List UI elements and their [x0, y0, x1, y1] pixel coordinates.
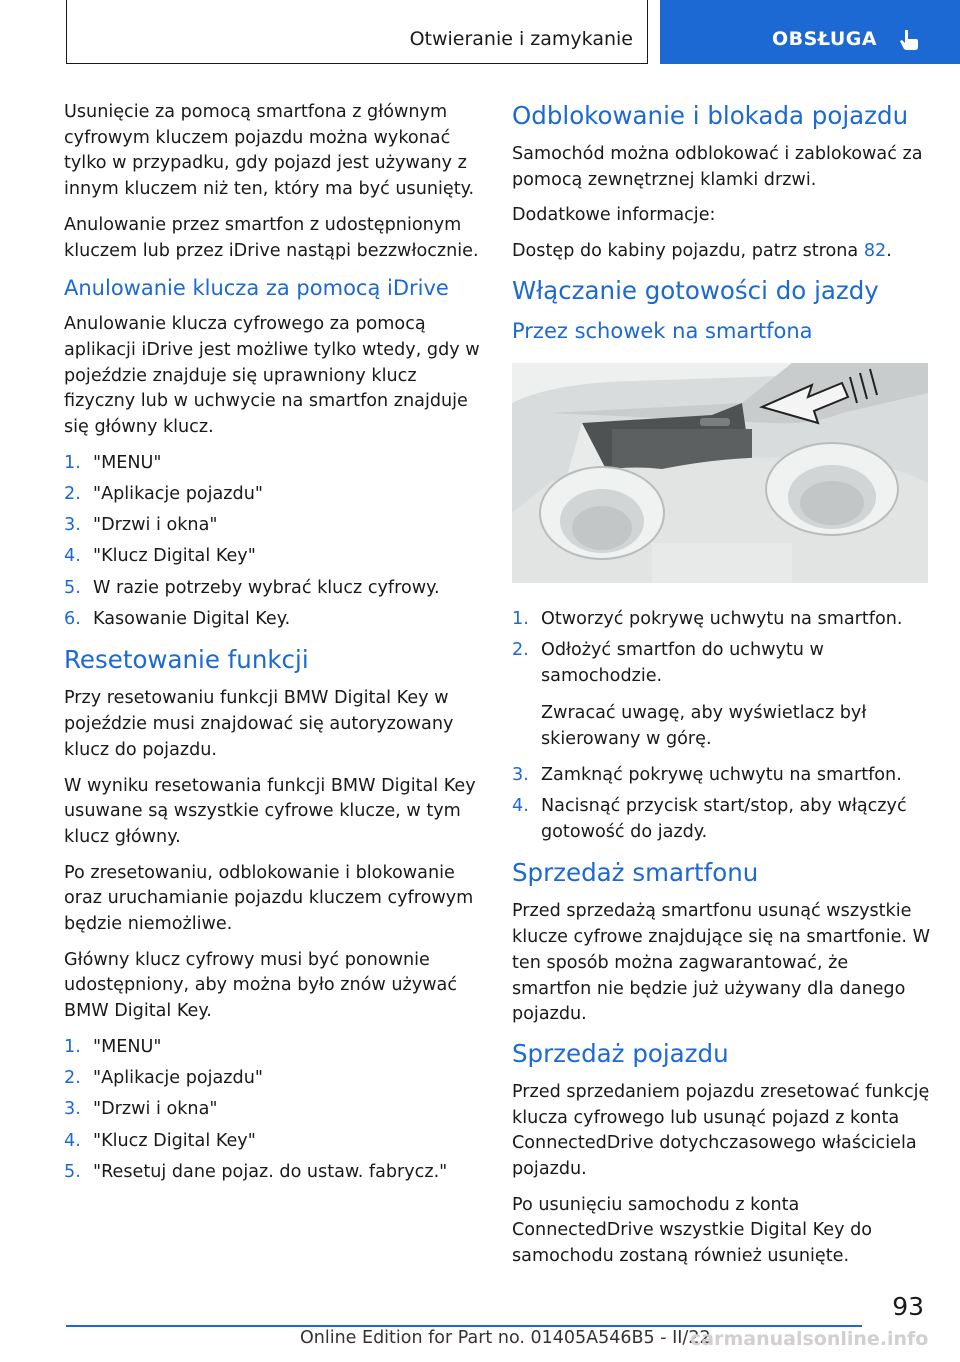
footer-edition: Online Edition for Part no. 01405A546B5 - II/22 — [300, 1328, 711, 1348]
page-number: 93 — [892, 1292, 924, 1321]
link-suffix: . — [886, 241, 892, 262]
paragraph: W wyniku resetowania funkcji BMW Digital Key usuwane są wszystkie cyfrowe klucze, w tym klucz główny. — [64, 775, 476, 847]
list-text: Zamknąć pokrywę uchwytu na smartfon. — [541, 764, 902, 785]
paragraph: Anulowanie klucza cyfrowego za pomocą aplikacji iDrive jest możliwe tylko wtedy, gdy w pojeździe znajduje się uprawniony klucz fizyczny lub w uchwycie na smartfon znajduje się główny klucz. — [64, 314, 480, 438]
list-text: Nacisnąć przycisk start/stop, aby włączyć gotowość do jazdy. — [541, 796, 907, 842]
paragraph: Przed sprzedażą smartfonu usunąć wszystkie klucze cyfrowe znajdujące się na smartfonie. W ten sposób można zagwarantować, że smartfon nie będzie już używany dla danego pojazdu. — [512, 901, 930, 1025]
list-number: 4. — [64, 1130, 81, 1151]
list-item — [512, 794, 932, 845]
paragraph: Usunięcie za pomocą smartfona z głównym cyfrowym kluczem pojazdu można wykonać tylko w przypadku, gdy pojazd jest używany z innym kluczem niż ten, który ma być usunięty. — [64, 102, 475, 200]
list-text: "Drzwi i okna" — [93, 1099, 218, 1120]
list-text: Kasowanie Digital Key. — [93, 608, 291, 629]
list-number: 1. — [512, 608, 529, 629]
list-item — [64, 1035, 484, 1061]
header-box — [66, 0, 648, 64]
list-number: 5. — [64, 1161, 81, 1182]
list-text: "MENU" — [93, 452, 162, 473]
heading-sell-phone: Sprzedaż smartfonu — [512, 858, 759, 888]
list-number: 5. — [64, 577, 81, 598]
list-number: 1. — [64, 452, 81, 473]
list-number: 6. — [64, 608, 81, 629]
section-tab-label: OBSŁUGA — [772, 28, 878, 50]
list-number: 2. — [64, 483, 81, 504]
heading-phone-tray: Przez schowek na smartfona — [512, 318, 813, 343]
paragraph: Dodatkowe informacje: — [512, 205, 716, 226]
list-text: W razie potrzeby wybrać klucz cyfrowy. — [93, 577, 440, 598]
list-text: "Aplikacje pojazdu" — [93, 1068, 263, 1089]
list-item — [64, 513, 484, 539]
paragraph: Po zresetowaniu, odblokowanie i blokowanie oraz uruchamianie pojazdu kluczem cyfrowym będzie niemożliwe. — [64, 862, 474, 935]
heading-reset: Resetowanie funkcji — [64, 645, 309, 675]
paragraph: Przy resetowaniu funkcji BMW Digital Key w pojeździe musi znajdować się autoryzowany klucz do pojazdu. — [64, 688, 454, 760]
paragraph: Samochód można odblokować i zablokować za pomocą zewnętrznej klamki drzwi. — [512, 144, 923, 190]
list-item — [64, 1097, 484, 1123]
list-text: Otworzyć pokrywę uchwytu na smartfon. — [541, 608, 903, 629]
list-item — [64, 576, 484, 602]
steps-list-ready — [512, 607, 932, 690]
list-number: 1. — [64, 1036, 81, 1057]
steps-list-cancel — [64, 451, 484, 633]
heading-sell-car: Sprzedaż pojazdu — [512, 1038, 729, 1068]
pointing-hand-icon — [898, 28, 920, 52]
steps-list-reset — [64, 1035, 484, 1186]
left-column — [64, 100, 484, 1197]
list-item — [64, 607, 484, 633]
list-item — [64, 1160, 484, 1186]
list-number: 2. — [512, 640, 529, 661]
footer-divider — [66, 1325, 862, 1327]
list-text: "Klucz Digital Key" — [93, 1130, 256, 1151]
paragraph: Anulowanie przez smartfon z udostępnionym kluczem lub przez iDrive nastąpi bezzwłocznie. — [64, 214, 479, 261]
list-number: 3. — [64, 515, 81, 536]
list-item — [64, 451, 484, 477]
paragraph-with-link — [512, 239, 932, 265]
list-item — [512, 638, 932, 689]
list-text: "MENU" — [93, 1036, 162, 1057]
chapter-title: Otwieranie i zamykanie — [409, 28, 633, 50]
page-link[interactable]: 82 — [863, 241, 887, 262]
list-text: Odłożyć smartfon do uchwytu w samochodzie. — [541, 640, 824, 686]
list-item — [64, 1066, 484, 1092]
watermark: carmanualsonline.info — [690, 1328, 929, 1350]
list-item — [512, 607, 932, 633]
list-item — [64, 482, 484, 508]
heading-cancel-idrive: Anulowanie klucza za pomocą iDrive — [64, 276, 449, 301]
list-item — [512, 763, 932, 789]
paragraph: Przed sprzedaniem pojazdu zresetować funkcję klucza cyfrowego lub usunąć pojazd z konta ConnectedDrive dotychczasowego właściciela pojazdu. — [512, 1081, 930, 1180]
step-note: Zwracać uwagę, aby wyświetlacz był skierowany w górę. — [541, 703, 867, 750]
list-number: 4. — [512, 796, 529, 817]
list-number: 4. — [64, 546, 81, 567]
list-number: 2. — [64, 1068, 81, 1089]
list-number: 3. — [512, 764, 529, 785]
paragraph: Główny klucz cyfrowy musi być ponownie udostępniony, aby można było znów używać BMW Digital Key. — [64, 949, 458, 1022]
list-number: 3. — [64, 1099, 81, 1120]
list-text: "Drzwi i okna" — [93, 515, 218, 536]
heading-drive-ready: Włączanie gotowości do jazdy — [512, 275, 879, 305]
list-text: "Resetuj dane pojaz. do ustaw. fabrycz." — [93, 1161, 448, 1182]
steps-list-ready-cont — [512, 763, 932, 846]
heading-unlock-lock: Odblokowanie i blokada pojazdu — [512, 101, 909, 130]
section-tab[interactable] — [660, 0, 960, 64]
list-text: "Klucz Digital Key" — [93, 546, 256, 567]
link-prefix: Dostęp do kabiny pojazdu, patrz strona — [512, 241, 864, 262]
phone-tray-photo — [512, 363, 928, 583]
list-item — [64, 544, 484, 570]
list-item — [64, 1129, 484, 1155]
paragraph: Po usunięciu samochodu z konta ConnectedDrive wszystkie Digital Key do samochodu zostaną również usunięte. — [512, 1194, 873, 1267]
right-column — [512, 100, 932, 1280]
list-text: "Aplikacje pojazdu" — [93, 483, 263, 504]
